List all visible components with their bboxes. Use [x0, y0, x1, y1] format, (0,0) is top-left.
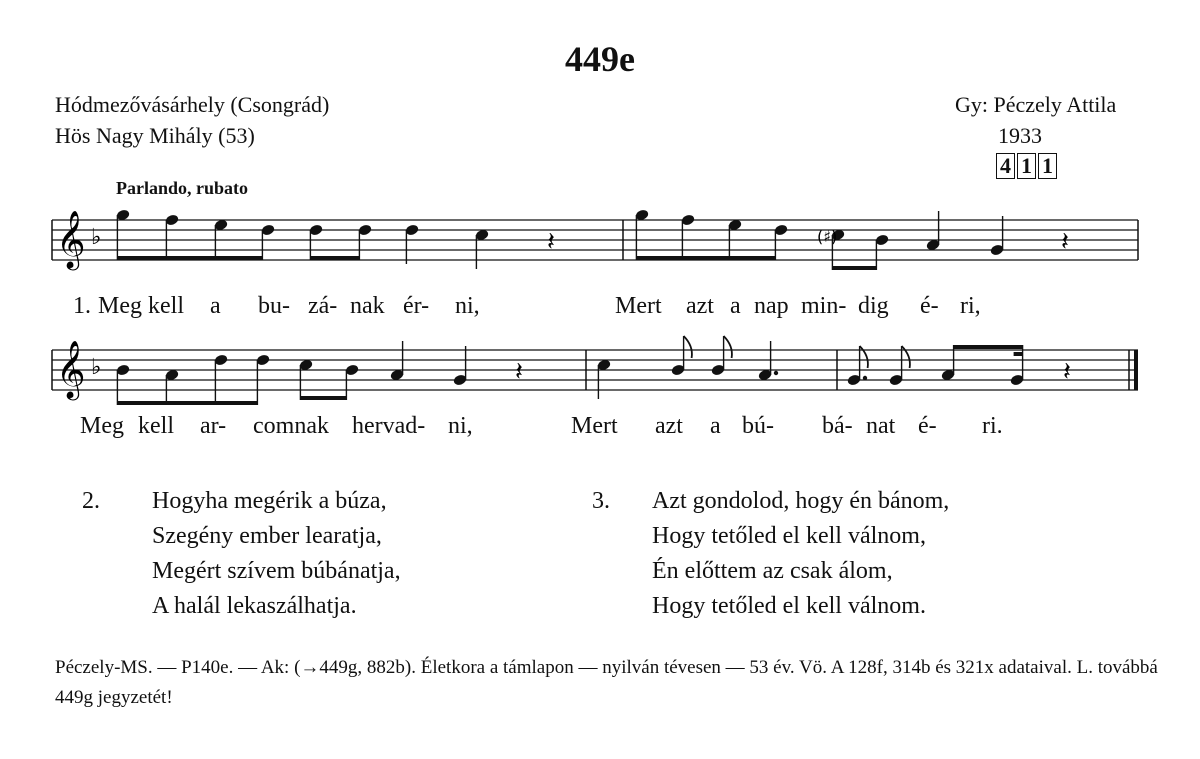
lyric-syllable: nap: [754, 293, 789, 319]
lyric-syllable: nak: [350, 293, 385, 319]
verse-line: Én előttem az csak álom,: [652, 558, 893, 584]
lyric-syllable: ri.: [982, 413, 1003, 439]
year-label: 1933: [998, 123, 1042, 148]
lyric-syllable: ér-: [403, 293, 430, 319]
singer-label: Hös Nagy Mihály (53): [55, 123, 255, 148]
lyric-syllable: é-: [920, 293, 939, 319]
music-staff-system-2: [0, 330, 1200, 420]
verse-3: [652, 484, 949, 624]
cadence-code: 4: [996, 153, 1015, 179]
tempo-marking: Parlando, rubato: [116, 178, 249, 198]
beam: [1014, 352, 1023, 356]
cadence-code: 1: [1017, 153, 1036, 179]
quarter-rest: 𝄽: [1061, 227, 1069, 257]
cadence-code: 1: [1038, 153, 1057, 179]
lyric-syllable: ni,: [448, 413, 473, 439]
lyric-syllable: a: [730, 293, 741, 319]
beam: [117, 256, 262, 260]
key-signature-flat: ♭: [91, 355, 102, 380]
note-flag: [724, 336, 732, 358]
lyric-syllable: é-: [918, 413, 937, 439]
treble-clef: 𝄞: [56, 340, 86, 398]
quarter-rest: 𝄽: [515, 357, 523, 387]
lyric-syllable: Mert: [615, 293, 662, 319]
treble-clef: 𝄞: [56, 210, 86, 268]
beam: [636, 256, 775, 260]
lyric-syllable: ar-: [200, 413, 227, 439]
collector-label: Gy: Péczely Attila: [955, 92, 1117, 117]
lyrics-line-2: [0, 413, 1200, 445]
lyric-syllable: azt: [686, 293, 714, 319]
lyric-syllable: kell: [148, 293, 184, 319]
verse-line: Hogy tetőled el kell válnom,: [652, 523, 926, 549]
lyric-syllable: ni,: [455, 293, 480, 319]
note-flag: [684, 336, 692, 358]
sharp-accidental: (♯): [817, 227, 838, 246]
lyric-syllable: zá-: [308, 293, 338, 319]
beam: [117, 401, 257, 405]
place-label: Hódmezővásárhely (Csongrád): [55, 92, 330, 117]
lyric-syllable: min-: [801, 293, 847, 319]
lyric-syllable: dig: [858, 293, 889, 319]
lyric-syllable: azt: [655, 413, 683, 439]
lyric-syllable: bu-: [258, 293, 290, 319]
lyric-syllable: a: [210, 293, 221, 319]
lyric-syllable: a: [710, 413, 721, 439]
lyric-syllable: bú-: [742, 413, 774, 439]
lyric-syllable: 1.: [73, 293, 91, 319]
lyric-syllable: nat: [866, 413, 896, 439]
verse-line: A halál lekaszálhatja.: [152, 593, 357, 619]
dot: [774, 371, 778, 375]
verse-line: Azt gondolod, hogy én bánom,: [652, 488, 950, 514]
lyric-syllable: Mert: [571, 413, 618, 439]
verse-3-number: 3.: [592, 488, 610, 514]
verse-2-number: 2.: [82, 488, 100, 514]
key-signature-flat: ♭: [91, 225, 102, 250]
lyric-syllable: comnak: [253, 413, 329, 439]
note-flag: [860, 346, 868, 368]
beam: [310, 256, 359, 260]
footnote: Péczely-MS. — P140e. — Ak: (→449g, 882b). Életkora a támlapon — nyilván tévesen — 53 év. Vö. A 128f, 314b és 321x adataival. L. továbbá 449g jegyzetét!: [55, 657, 1158, 708]
lyric-syllable: ri,: [960, 293, 981, 319]
beam: [300, 396, 346, 400]
verse-line: Szegény ember learatja,: [152, 523, 382, 549]
lyric-syllable: bá-: [822, 413, 853, 439]
beam: [954, 345, 1023, 349]
lyric-syllable: Meg: [80, 413, 124, 439]
lyric-syllable: hervad-: [352, 413, 426, 439]
note-flag: [902, 346, 910, 368]
final-barline: [1134, 350, 1138, 390]
verse-line: Megért szívem búbánatja,: [152, 558, 401, 584]
verse-2: [152, 484, 401, 624]
quarter-rest: 𝄽: [547, 227, 555, 257]
lyrics-line-1: [0, 293, 1200, 325]
music-staff-system-1: [0, 200, 1200, 290]
cadence-codes: [996, 153, 1059, 179]
verse-line: Hogyha megérik a búza,: [152, 488, 387, 514]
song-number: 449e: [565, 39, 635, 79]
dot: [863, 376, 867, 380]
lyric-syllable: kell: [138, 413, 174, 439]
quarter-rest: 𝄽: [1063, 357, 1071, 387]
beam: [832, 266, 876, 270]
verse-line: Hogy tetőled el kell válnom.: [652, 593, 926, 619]
lyric-syllable: Meg: [98, 293, 142, 319]
